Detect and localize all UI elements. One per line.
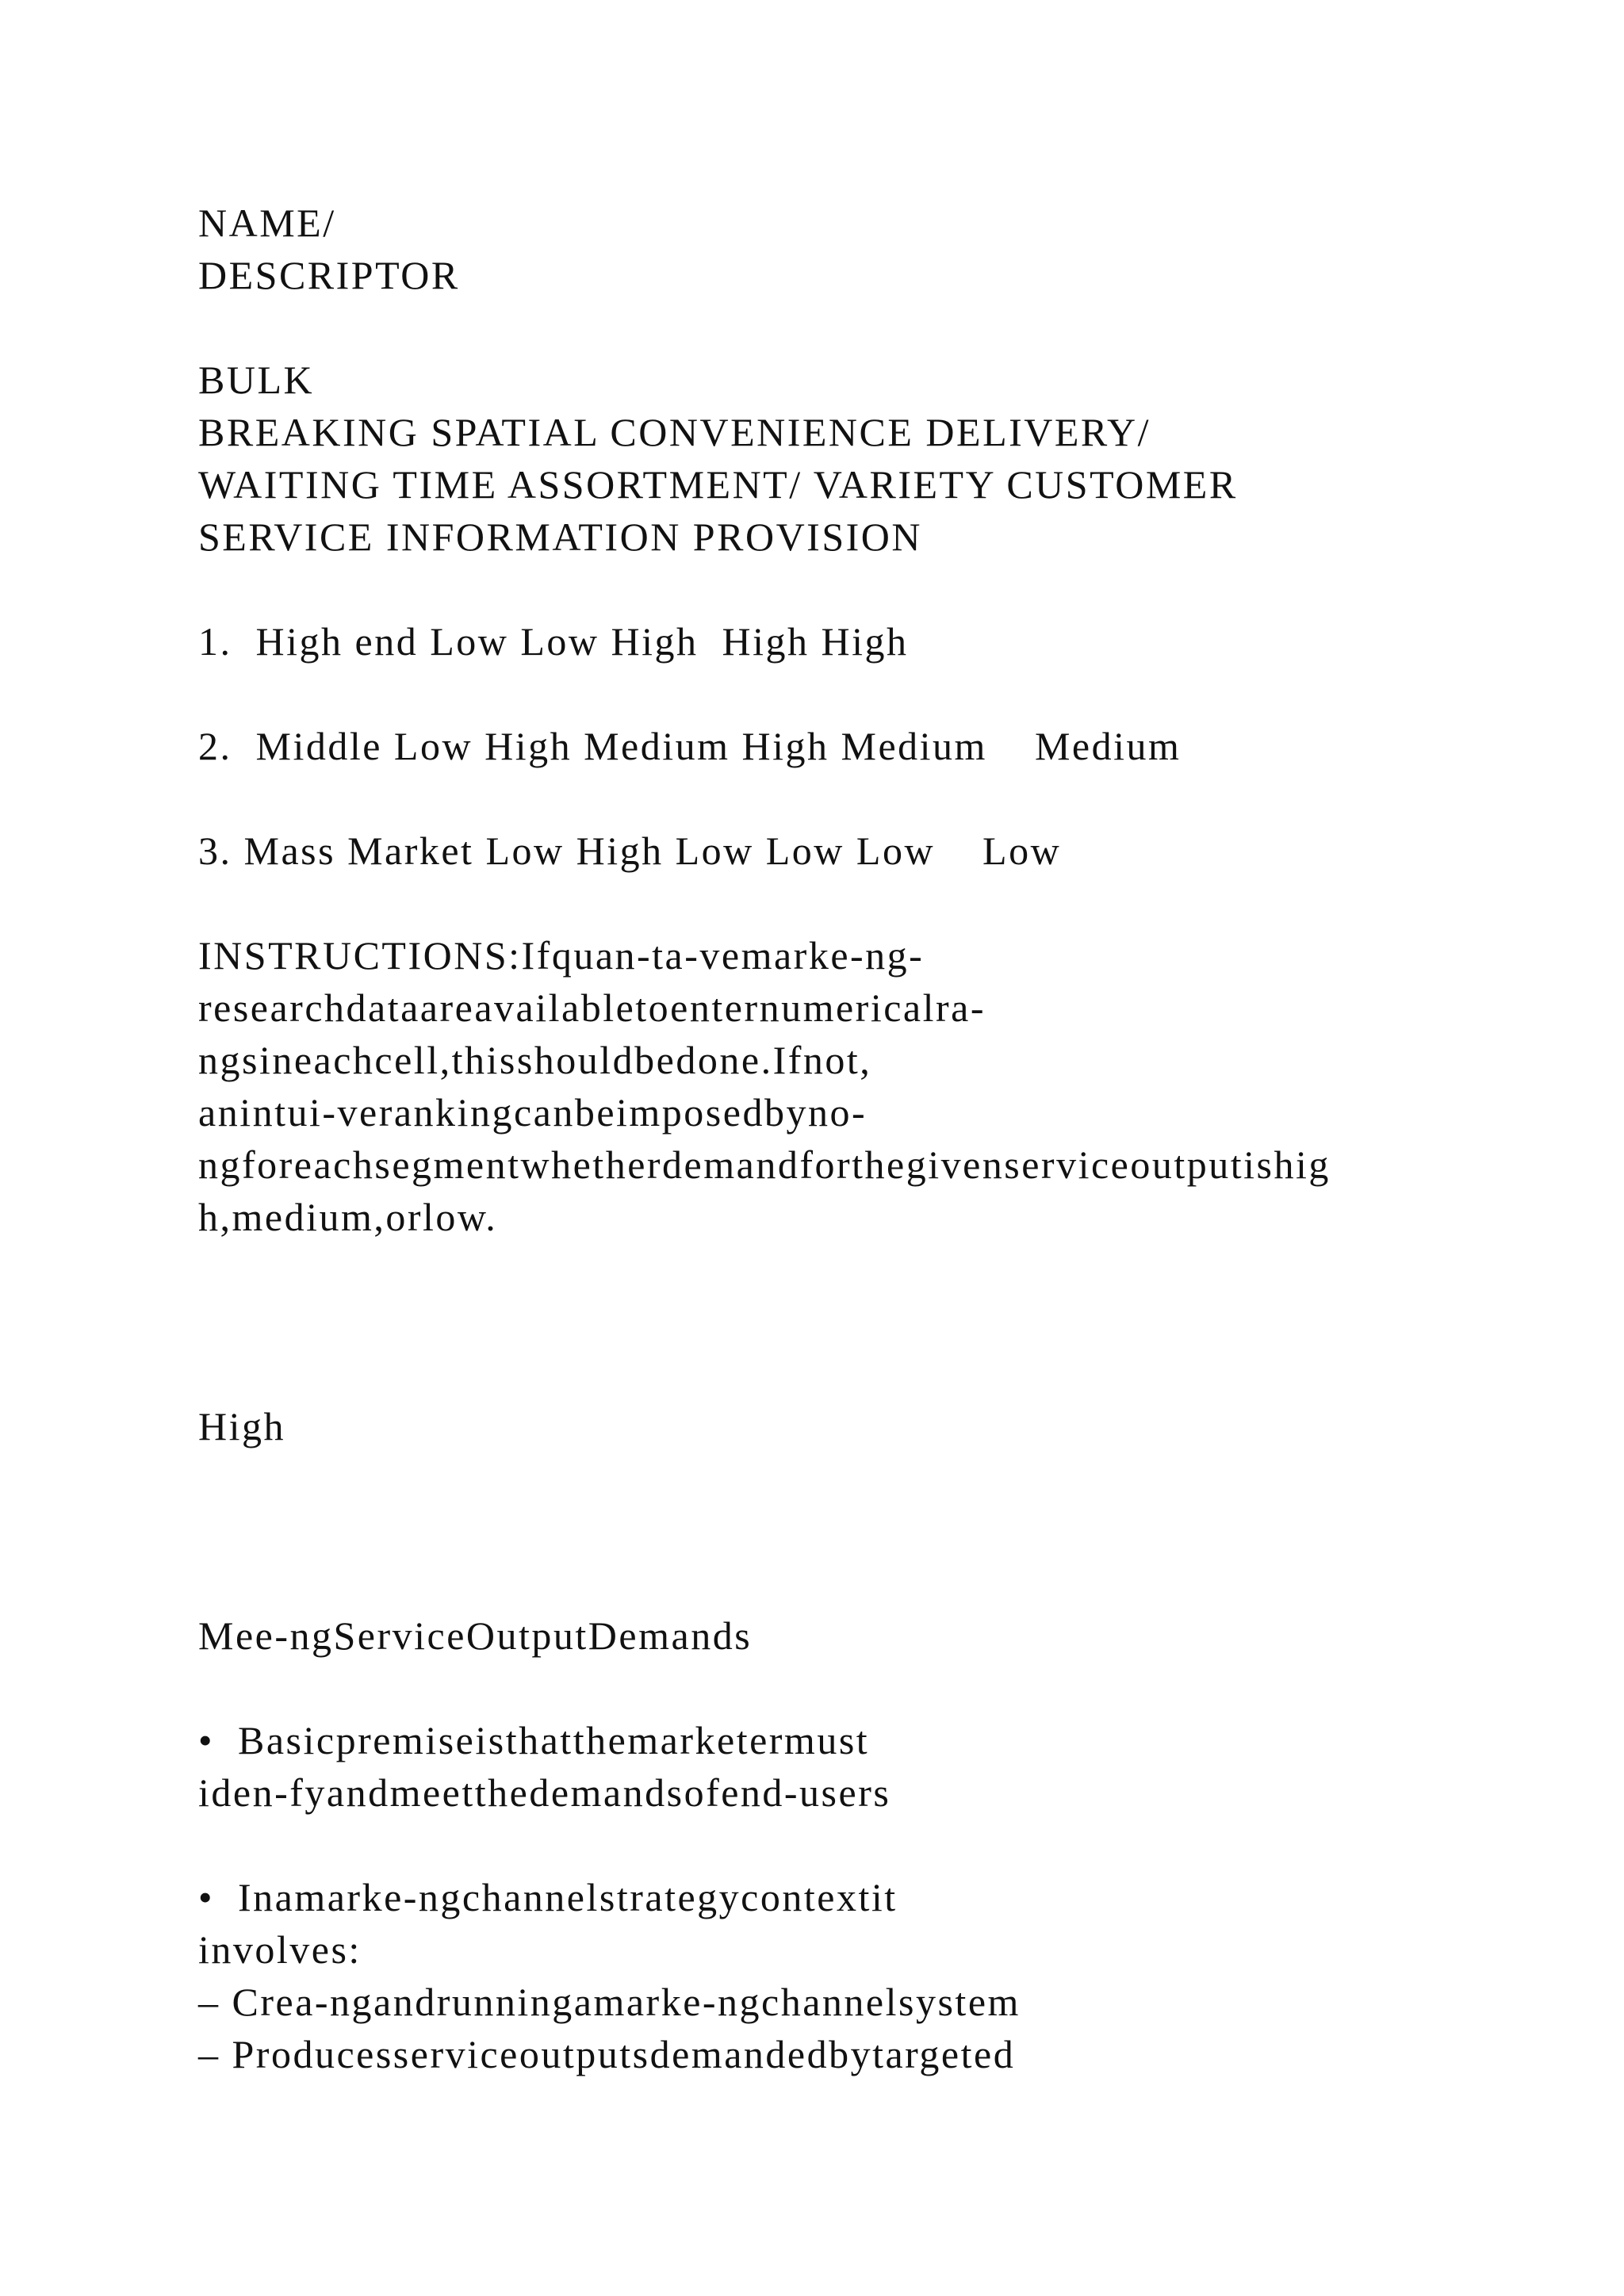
column-header-line: SERVICE INFORMATION PROVISION [198, 515, 923, 559]
instructions-line: researchdataareavailabletoenternumericalra- [198, 985, 986, 1030]
instructions-line: ngforeachsegmentwhetherdemandforthegivenserviceoutputishig [198, 1142, 1331, 1187]
instructions-line: INSTRUCTIONS:Ifquan-ta-vemarke-ng- [198, 933, 925, 978]
bullet-line: involves: [198, 1927, 362, 1972]
column-header-line: BULK [198, 358, 315, 402]
column-header-line: BREAKING SPATIAL CONVENIENCE DELIVERY/ [198, 410, 1151, 454]
section-title: Mee-ngServiceOutputDemands [198, 1613, 753, 1658]
segment-row-middle: 2. Middle Low High Medium High Medium Medium [198, 724, 1182, 768]
sub-bullet-line: – Producesserviceoutputsdemandedbytargeted [198, 2032, 1016, 2076]
header-name-label: NAME/ [198, 201, 336, 245]
instructions-line: h,medium,orlow. [198, 1195, 498, 1239]
bullet-line: • Basicpremiseisthatthemarketermust [198, 1718, 870, 1762]
instructions-line: ngsineachcell,thisshouldbedone.Ifnot, [198, 1038, 872, 1082]
segment-row-high-end: 1. High end Low Low High High High [198, 619, 909, 664]
sub-bullet-line: – Crea-ngandrunningamarke-ngchannelsystem [198, 1980, 1021, 2024]
standalone-value: High [198, 1404, 285, 1448]
bullet-line: iden-fyandmeetthedemandsofend-users [198, 1770, 891, 1815]
header-descriptor-label: DESCRIPTOR [198, 253, 460, 297]
bullet-line: • Inamarke-ngchannelstrategycontextit [198, 1875, 898, 1919]
column-header-line: WAITING TIME ASSORTMENT/ VARIETY CUSTOMER [198, 462, 1238, 507]
instructions-line: anintui-verankingcanbeimposedbyno- [198, 1090, 868, 1135]
segment-row-mass-market: 3. Mass Market Low High Low Low Low Low [198, 828, 1062, 873]
